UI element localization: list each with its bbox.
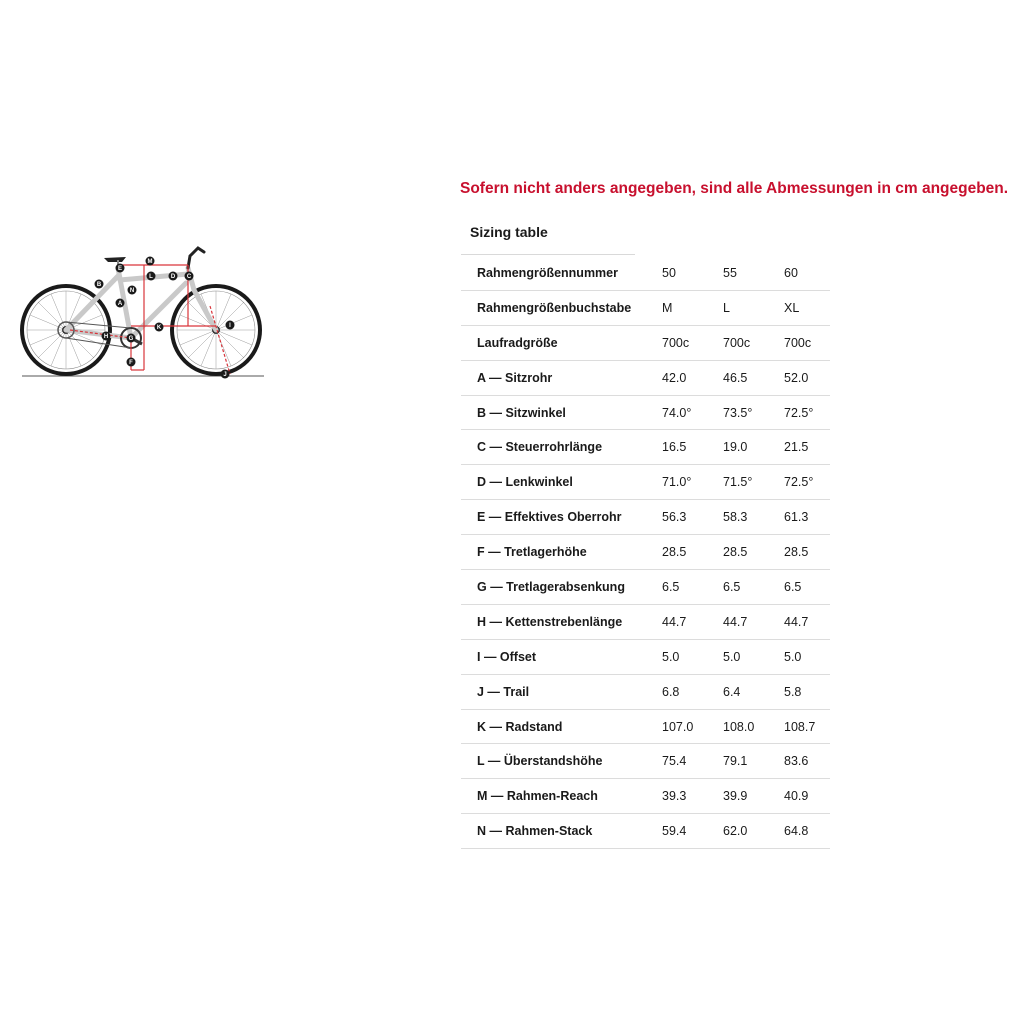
row-label: J — Trail [461, 674, 648, 709]
svg-text:H: H [103, 334, 109, 340]
size-value: 6.5 [784, 570, 830, 605]
size-value: 59.4 [648, 814, 723, 849]
table-row [461, 500, 830, 535]
row-label: A — Sitzrohr [461, 360, 648, 395]
marker-e [116, 264, 125, 273]
size-value: 5.0 [784, 639, 830, 674]
row-label: F — Tretlagerhöhe [461, 535, 648, 570]
marker-c [185, 272, 194, 281]
size-value: 52.0 [784, 360, 830, 395]
row-label: L — Überstandshöhe [461, 744, 648, 779]
size-value: 39.3 [648, 779, 723, 814]
row-label: H — Kettenstrebenlänge [461, 604, 648, 639]
size-value: 46.5 [723, 360, 784, 395]
marker-b [95, 280, 104, 289]
marker-k [155, 323, 164, 332]
svg-text:A: A [117, 301, 123, 307]
table-row [461, 779, 830, 814]
svg-text:M: M [147, 259, 153, 265]
size-value: 6.4 [723, 674, 784, 709]
size-value: 108.7 [784, 709, 830, 744]
row-label: C — Steuerrohrlänge [461, 430, 648, 465]
size-value: 40.9 [784, 779, 830, 814]
size-value: 6.5 [648, 570, 723, 605]
table-row [461, 639, 830, 674]
size-value: 61.3 [784, 500, 830, 535]
size-value: 73.5° [723, 395, 784, 430]
table-row [461, 395, 830, 430]
table-row [461, 814, 830, 849]
size-value: 74.0° [648, 395, 723, 430]
size-value: 19.0 [723, 430, 784, 465]
sizing-table-body [461, 256, 830, 849]
size-value: 72.5° [784, 465, 830, 500]
table-row [461, 325, 830, 360]
size-value: 44.7 [723, 604, 784, 639]
svg-text:K: K [156, 325, 162, 331]
size-value: 50 [648, 256, 723, 290]
size-value: M [648, 290, 723, 325]
size-value: 71.5° [723, 465, 784, 500]
svg-text:I: I [229, 323, 231, 329]
marker-a [116, 299, 125, 308]
size-value: 700c [784, 325, 830, 360]
table-row [461, 604, 830, 639]
units-notice: Sofern nicht anders angegeben, sind alle Abmessungen in cm angegeben. [460, 180, 1009, 197]
svg-text:F: F [129, 360, 133, 366]
size-value: 5.0 [648, 639, 723, 674]
size-value: L [723, 290, 784, 325]
table-row [461, 674, 830, 709]
size-value: 83.6 [784, 744, 830, 779]
marker-h [102, 332, 111, 341]
size-value: 44.7 [648, 604, 723, 639]
marker-i [226, 321, 235, 330]
svg-text:N: N [129, 288, 135, 294]
bike-geometry-diagram [18, 238, 268, 386]
row-label: I — Offset [461, 639, 648, 674]
row-label: D — Lenkwinkel [461, 465, 648, 500]
marker-j [221, 370, 230, 379]
table-row [461, 256, 830, 290]
row-label: Rahmengrößennummer [461, 256, 648, 290]
table-row [461, 465, 830, 500]
size-value: 39.9 [723, 779, 784, 814]
table-row [461, 709, 830, 744]
size-value: 5.0 [723, 639, 784, 674]
row-label: B — Sitzwinkel [461, 395, 648, 430]
size-value: 72.5° [784, 395, 830, 430]
size-value: 108.0 [723, 709, 784, 744]
size-value: 62.0 [723, 814, 784, 849]
title-divider [461, 254, 635, 255]
size-value: 28.5 [723, 535, 784, 570]
table-title: Sizing table [470, 224, 548, 240]
row-label: K — Radstand [461, 709, 648, 744]
size-value: 700c [723, 325, 784, 360]
row-label: E — Effektives Oberrohr [461, 500, 648, 535]
size-value: 28.5 [648, 535, 723, 570]
size-value: 16.5 [648, 430, 723, 465]
table-row [461, 430, 830, 465]
size-value: 42.0 [648, 360, 723, 395]
svg-text:B: B [96, 282, 102, 288]
size-value: 44.7 [784, 604, 830, 639]
bike-frame [66, 268, 216, 338]
table-row [461, 570, 830, 605]
marker-f [127, 358, 136, 367]
size-value: 107.0 [648, 709, 723, 744]
size-value: 28.5 [784, 535, 830, 570]
size-value: 58.3 [723, 500, 784, 535]
size-value: 6.5 [723, 570, 784, 605]
row-label: G — Tretlagerabsenkung [461, 570, 648, 605]
handlebar [188, 248, 204, 268]
row-label: M — Rahmen-Reach [461, 779, 648, 814]
size-value: 21.5 [784, 430, 830, 465]
marker-g [127, 334, 136, 343]
size-value: 5.8 [784, 674, 830, 709]
svg-text:J: J [223, 372, 227, 378]
row-label: Rahmengrößenbuchstabe [461, 290, 648, 325]
table-row [461, 360, 830, 395]
size-value: 79.1 [723, 744, 784, 779]
size-value: 700c [648, 325, 723, 360]
svg-text:G: G [128, 336, 134, 342]
size-value: 71.0° [648, 465, 723, 500]
size-value: 6.8 [648, 674, 723, 709]
table-row [461, 535, 830, 570]
table-row [461, 290, 830, 325]
svg-text:D: D [170, 274, 176, 280]
marker-l [147, 272, 156, 281]
size-value: 56.3 [648, 500, 723, 535]
size-value: 55 [723, 256, 784, 290]
svg-text:E: E [117, 266, 123, 272]
marker-m [146, 257, 155, 266]
marker-d [169, 272, 178, 281]
table-row [461, 744, 830, 779]
marker-n [128, 286, 137, 295]
saddle [104, 257, 126, 262]
size-value: XL [784, 290, 830, 325]
size-value: 75.4 [648, 744, 723, 779]
size-value: 60 [784, 256, 830, 290]
row-label: Laufradgröße [461, 325, 648, 360]
row-label: N — Rahmen-Stack [461, 814, 648, 849]
size-value: 64.8 [784, 814, 830, 849]
svg-text:L: L [149, 274, 153, 280]
svg-text:C: C [186, 274, 192, 280]
sizing-table [461, 256, 830, 849]
